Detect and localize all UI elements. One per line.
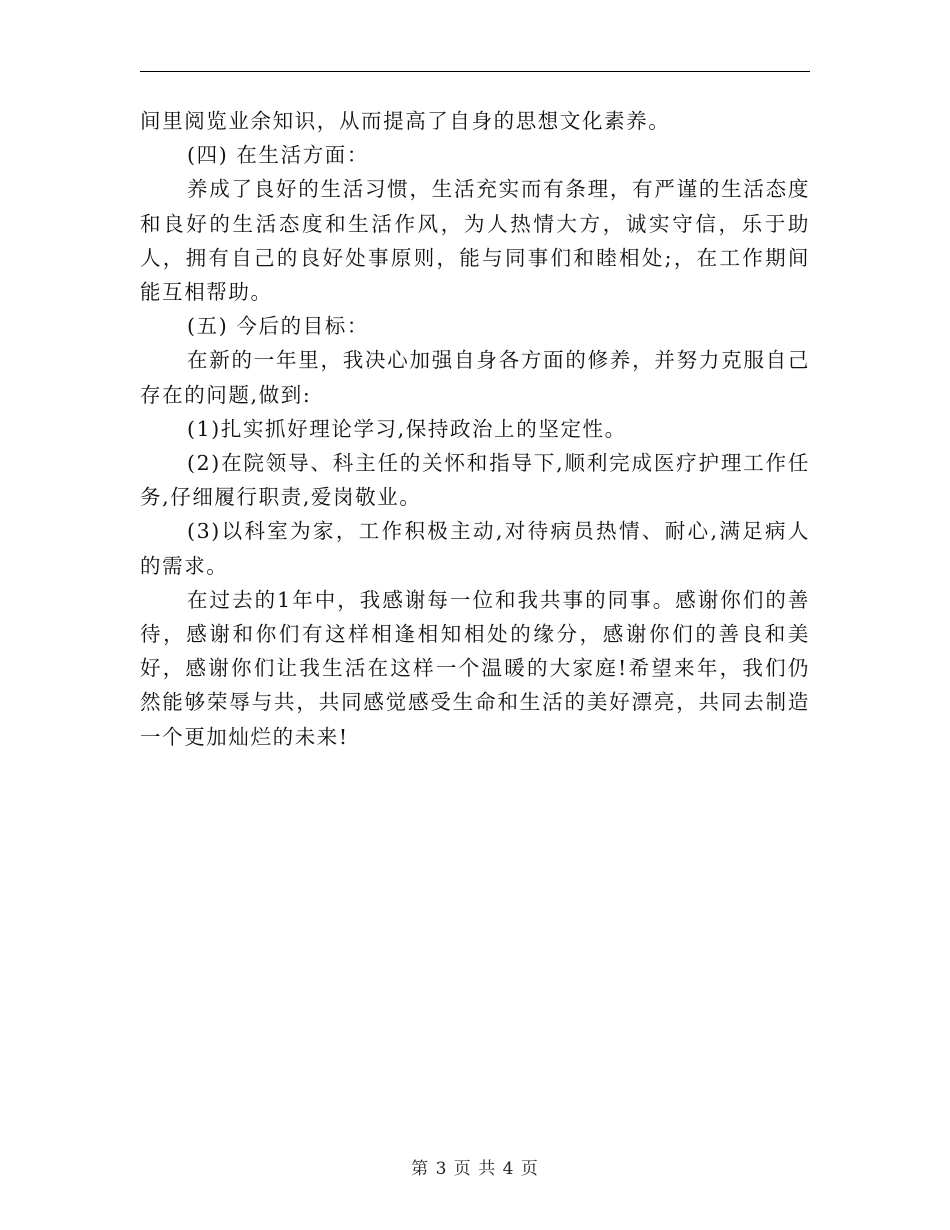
- list-item-goal-3: (3)以科室为家，工作积极主动,对待病员热情、耐心,满足病人的需求。: [140, 519, 810, 578]
- paragraph-life-habits: 养成了良好的生活习惯，生活充实而有条理，有严谨的生活态度和良好的生活态度和生活作风，为人热情大方，诚实守信，乐于助人，拥有自己的良好处事原则，能与同事们和睦相处;，在工作期间能互相帮助。: [140, 177, 810, 305]
- document-body: [140, 104, 810, 754]
- section-heading-life: (四) 在生活方面：: [187, 143, 370, 168]
- header-rule: [140, 71, 810, 72]
- paragraph-goals-intro: 在新的一年里，我决心加强自身各方面的修养，并努力克服自己存在的问题,做到:: [140, 348, 810, 407]
- list-item-goal-2: (2)在院领导、科主任的关怀和指导下,顺利完成医疗护理工作任务,仔细履行职责,爱岗敬业。: [140, 451, 810, 510]
- page-number: 第 3 页 共 4 页: [411, 1159, 539, 1179]
- list-item-goal-1: (1)扎实抓好理论学习,保持政治上的坚定性。: [187, 416, 627, 441]
- paragraph-thanks: 在过去的1年中，我感谢每一位和我共事的同事。感谢你们的善待，感谢和你们有这样相逢相知相处的缘分，感谢你们的善良和美好，感谢你们让我生活在这样一个温暖的大家庭!希望来年，我们仍然能够荣辱与共，共同感觉感受生命和生活的美好漂亮，共同去制造一个更加灿烂的未来!: [140, 587, 810, 749]
- paragraph-continuation: 间里阅览业余知识，从而提高了自身的思想文化素养。: [140, 109, 671, 133]
- section-heading-goals: (五) 今后的目标：: [187, 314, 370, 339]
